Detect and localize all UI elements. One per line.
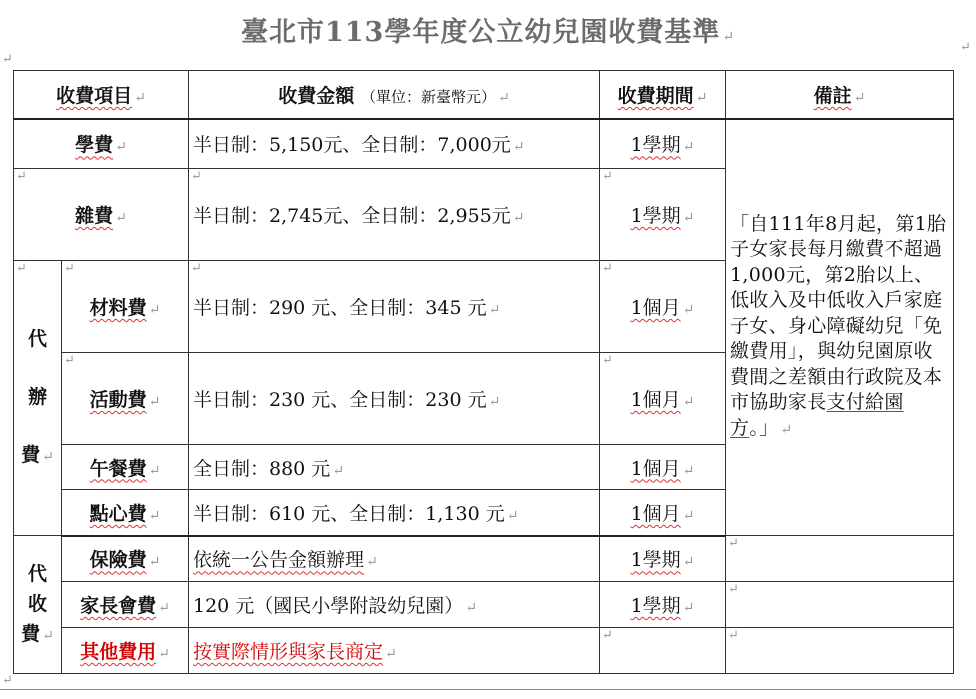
- amount-materials: ↵ 半日制：290 元、全日制：345 元 ↵: [189, 261, 600, 353]
- row-other: [14, 628, 954, 674]
- paragraph-mark-left: ↵: [2, 52, 13, 67]
- amount-insurance: 依統一公告金額辦理 ↵: [189, 536, 600, 582]
- paragraph-mark-right: ↵: [960, 40, 971, 55]
- note-underlined: 支付給園方: [730, 391, 904, 439]
- amount-lunch: 全日制：880 元 ↵: [189, 445, 600, 490]
- note-other: ↵: [726, 628, 954, 674]
- item-other: 其他費用 ↵: [62, 628, 189, 674]
- amount-other: 按實際情形與家長商定 ↵: [189, 628, 600, 674]
- row-insurance: [14, 536, 954, 582]
- item-parents: 家長會費 ↵: [62, 582, 189, 628]
- header-amount-unit: （單位：新臺幣元）: [360, 87, 496, 106]
- amount-misc: ↵ 半日制：2,745元、全日制：2,955元 ↵: [189, 169, 600, 261]
- item-misc: ↵ 雜費 ↵: [14, 169, 189, 261]
- amount-parents: 120 元（國民小學附設幼兒園） ↵: [189, 582, 600, 628]
- period-other: ↵: [600, 628, 726, 674]
- period-materials: ↵ 1個月 ↵: [600, 261, 726, 353]
- paragraph-mark: ↵: [722, 29, 736, 45]
- amount-activity: 半日制：230 元、全日制：230 元 ↵: [189, 353, 600, 445]
- group-collection: 代 收 費 ↵: [14, 536, 62, 674]
- note-cell: 「自111年8月起，第1胎子女家長每月繳費不超過1,000元，第2胎以上、低收入及中低收入戶家庭子女、身心障礙幼兒「免繳費用」，與幼兒園原收費間之差額由行政院及本市協助家長支付給園方。」 ↵: [726, 119, 954, 536]
- group-agency: ↵ 代 辦 費 ↵: [14, 261, 62, 536]
- row-tuition: [14, 119, 954, 169]
- note-insurance: ↵: [726, 536, 954, 582]
- item-lunch: 午餐費 ↵: [62, 445, 189, 490]
- item-tuition: 學費 ↵: [14, 119, 189, 169]
- note-end: 。」: [749, 416, 779, 439]
- note-parents: ↵: [726, 582, 954, 628]
- header-amount: 收費金額 （單位：新臺幣元） ↵: [189, 71, 600, 119]
- paragraph-mark-bottom: ↵: [2, 673, 13, 688]
- period-tuition: 1學期 ↵: [600, 119, 726, 169]
- item-snack: 點心費 ↵: [62, 490, 189, 536]
- header-row: [14, 71, 954, 119]
- item-activity: ↵ 活動費 ↵: [62, 353, 189, 445]
- period-lunch: 1個月 ↵: [600, 445, 726, 490]
- item-materials: ↵ 材料費 ↵: [62, 261, 189, 353]
- header-period: 收費期間 ↵: [600, 71, 726, 119]
- note-text: 「自111年8月起，第1胎子女家長每月繳費不超過1,000元，第2胎以上、低收入及中低收入戶家庭子女、身心障礙幼兒「免繳費用」，與幼兒園原收費間之差額由行政院及本市協助家長: [730, 212, 947, 413]
- period-parents: 1學期 ↵: [600, 582, 726, 628]
- amount-snack: 半日制：610 元、全日制：1,130 元 ↵: [189, 490, 600, 536]
- item-insurance: 保險費 ↵: [62, 536, 189, 582]
- page-bottom-line: [0, 689, 976, 690]
- period-misc: ↵ 1學期 ↵: [600, 169, 726, 261]
- row-parents: [14, 582, 954, 628]
- period-insurance: 1學期 ↵: [600, 536, 726, 582]
- period-snack: 1個月 ↵: [600, 490, 726, 536]
- page-title: 臺北市113學年度公立幼兒園收費基準 ↵: [240, 17, 736, 48]
- amount-tuition: 半日制：5,150元、全日制：7,000元 ↵: [189, 119, 600, 169]
- period-activity: ↵ 1個月 ↵: [600, 353, 726, 445]
- header-item: 收費項目 ↵: [14, 71, 189, 119]
- fee-table: [13, 70, 954, 674]
- header-note: 備註 ↵: [726, 71, 954, 119]
